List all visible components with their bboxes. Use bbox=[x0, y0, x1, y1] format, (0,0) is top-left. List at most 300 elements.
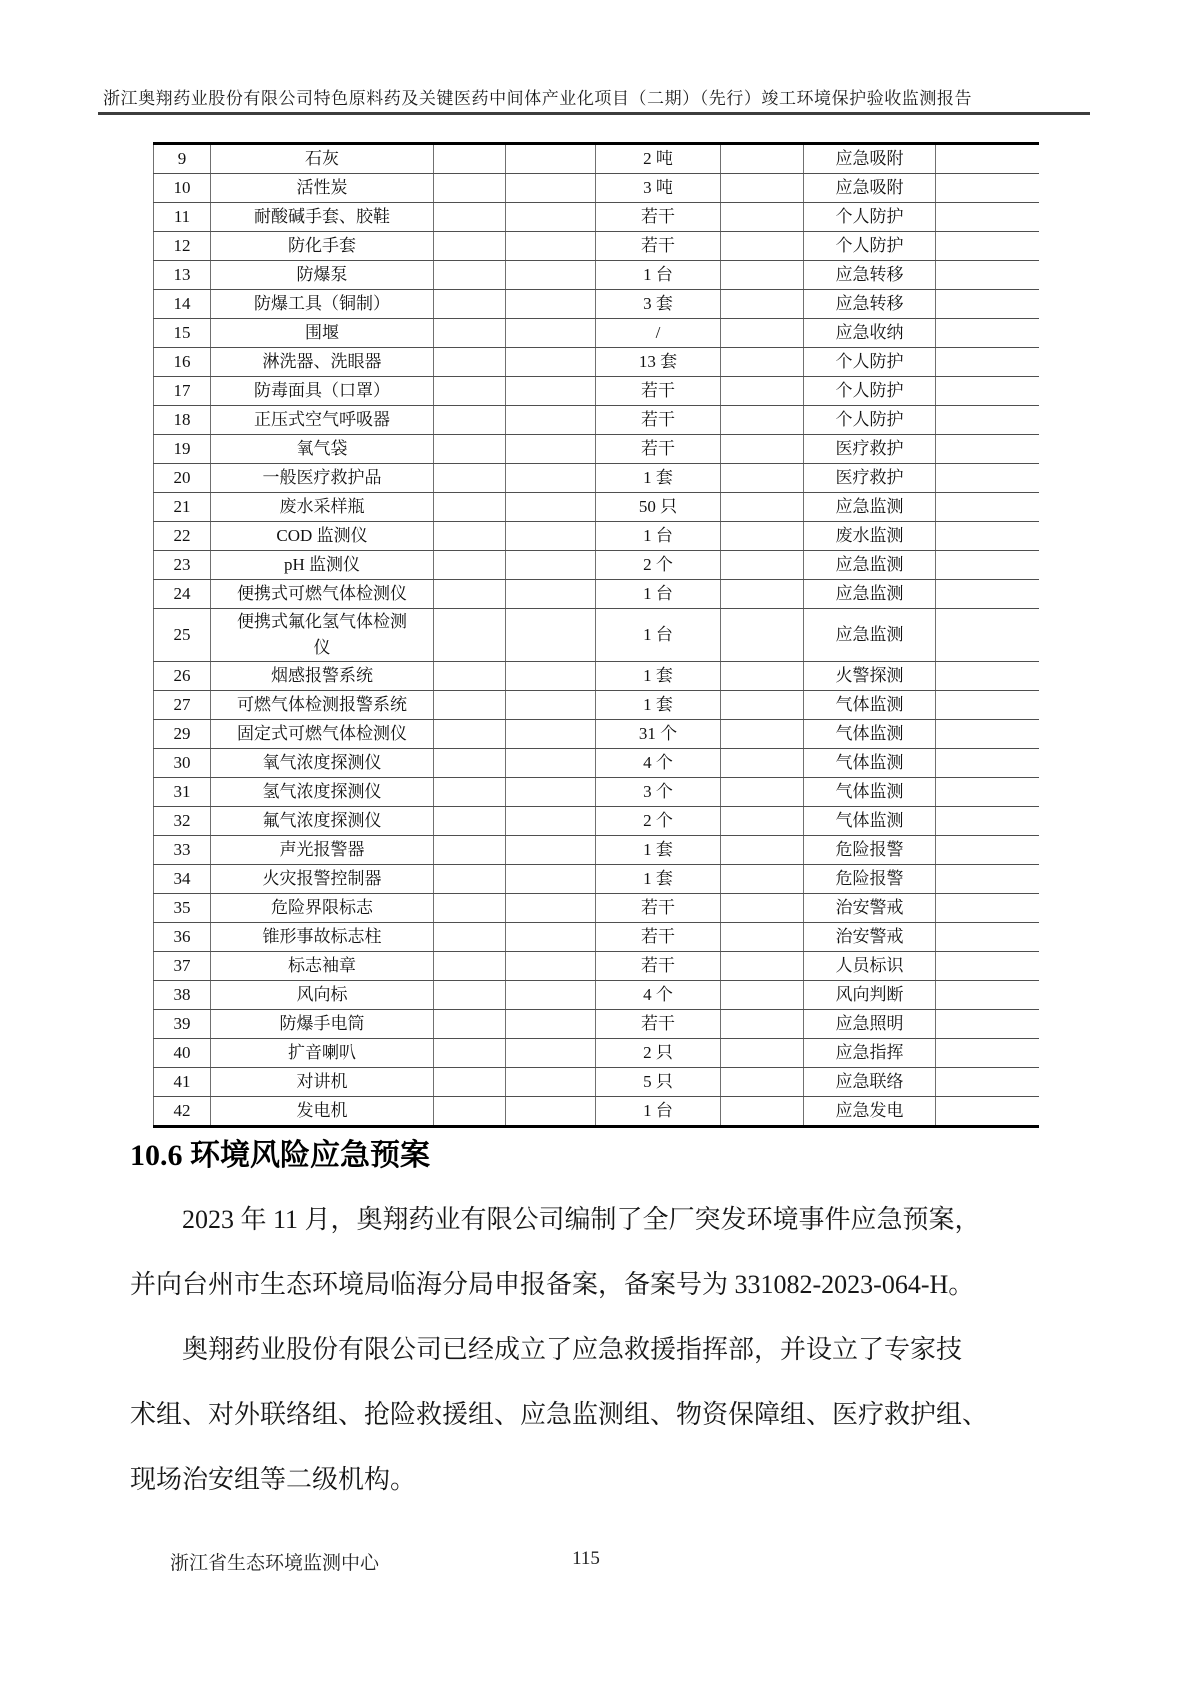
table-row bbox=[154, 720, 1039, 749]
cell-blank-3 bbox=[721, 720, 804, 749]
cell-blank-4 bbox=[936, 464, 1039, 493]
cell-purpose: 个人防护 bbox=[804, 348, 936, 377]
cell-blank-4 bbox=[936, 894, 1039, 923]
cell-purpose: 危险报警 bbox=[804, 865, 936, 894]
cell-no: 37 bbox=[154, 952, 211, 981]
cell-item: 防爆泵 bbox=[211, 261, 434, 290]
cell-blank-4 bbox=[936, 1068, 1039, 1097]
cell-item: 防化手套 bbox=[211, 232, 434, 261]
cell-blank-2 bbox=[506, 691, 596, 720]
table-row bbox=[154, 836, 1039, 865]
cell-blank-3 bbox=[721, 348, 804, 377]
cell-no: 10 bbox=[154, 174, 211, 203]
cell-item: 废水采样瓶 bbox=[211, 493, 434, 522]
cell-blank-3 bbox=[721, 749, 804, 778]
table-row bbox=[154, 1068, 1039, 1097]
cell-no: 34 bbox=[154, 865, 211, 894]
cell-no: 13 bbox=[154, 261, 211, 290]
cell-no: 23 bbox=[154, 551, 211, 580]
cell-blank-2 bbox=[506, 377, 596, 406]
table-row bbox=[154, 778, 1039, 807]
cell-blank-3 bbox=[721, 174, 804, 203]
table-row bbox=[154, 662, 1039, 691]
cell-no: 21 bbox=[154, 493, 211, 522]
cell-blank-2 bbox=[506, 1039, 596, 1068]
cell-item: 防爆工具（铜制） bbox=[211, 290, 434, 319]
table-row bbox=[154, 493, 1039, 522]
cell-no: 14 bbox=[154, 290, 211, 319]
cell-blank-2 bbox=[506, 923, 596, 952]
cell-blank-3 bbox=[721, 261, 804, 290]
cell-blank-1 bbox=[434, 1097, 506, 1127]
table-row bbox=[154, 348, 1039, 377]
cell-blank-2 bbox=[506, 348, 596, 377]
cell-blank-3 bbox=[721, 662, 804, 691]
paragraph-line: 术组、对外联络组、抢险救援组、应急监测组、物资保障组、医疗救护组、 bbox=[130, 1400, 989, 1429]
cell-blank-2 bbox=[506, 720, 596, 749]
cell-blank-3 bbox=[721, 464, 804, 493]
cell-qty: 若干 bbox=[596, 232, 721, 261]
cell-no: 17 bbox=[154, 377, 211, 406]
cell-blank-1 bbox=[434, 232, 506, 261]
cell-item: COD 监测仪 bbox=[211, 522, 434, 551]
cell-purpose: 气体监测 bbox=[804, 720, 936, 749]
cell-blank-1 bbox=[434, 662, 506, 691]
cell-no: 33 bbox=[154, 836, 211, 865]
table-row bbox=[154, 464, 1039, 493]
cell-blank-1 bbox=[434, 836, 506, 865]
cell-blank-1 bbox=[434, 778, 506, 807]
cell-blank-3 bbox=[721, 691, 804, 720]
cell-purpose: 应急监测 bbox=[804, 493, 936, 522]
cell-purpose: 应急指挥 bbox=[804, 1039, 936, 1068]
cell-purpose: 医疗救护 bbox=[804, 464, 936, 493]
cell-qty: 若干 bbox=[596, 406, 721, 435]
section-heading bbox=[130, 1130, 1070, 1174]
cell-blank-4 bbox=[936, 865, 1039, 894]
cell-blank-4 bbox=[936, 493, 1039, 522]
table-row bbox=[154, 261, 1039, 290]
cell-purpose: 个人防护 bbox=[804, 406, 936, 435]
cell-blank-2 bbox=[506, 1097, 596, 1127]
cell-no: 42 bbox=[154, 1097, 211, 1127]
cell-blank-3 bbox=[721, 1010, 804, 1039]
cell-blank-4 bbox=[936, 551, 1039, 580]
cell-blank-1 bbox=[434, 894, 506, 923]
table-row bbox=[154, 952, 1039, 981]
cell-blank-2 bbox=[506, 261, 596, 290]
cell-blank-1 bbox=[434, 203, 506, 232]
cell-item: 淋洗器、洗眼器 bbox=[211, 348, 434, 377]
cell-item: 对讲机 bbox=[211, 1068, 434, 1097]
page-number: 115 bbox=[572, 1548, 600, 1569]
cell-blank-2 bbox=[506, 807, 596, 836]
cell-no: 30 bbox=[154, 749, 211, 778]
cell-purpose: 应急照明 bbox=[804, 1010, 936, 1039]
cell-purpose: 应急联络 bbox=[804, 1068, 936, 1097]
cell-no: 31 bbox=[154, 778, 211, 807]
cell-blank-1 bbox=[434, 435, 506, 464]
cell-purpose: 应急监测 bbox=[804, 551, 936, 580]
cell-blank-2 bbox=[506, 551, 596, 580]
table-row bbox=[154, 1039, 1039, 1068]
cell-qty: 若干 bbox=[596, 377, 721, 406]
cell-blank-2 bbox=[506, 662, 596, 691]
cell-item: 正压式空气呼吸器 bbox=[211, 406, 434, 435]
cell-blank-1 bbox=[434, 174, 506, 203]
cell-qty: 2 只 bbox=[596, 1039, 721, 1068]
cell-no: 32 bbox=[154, 807, 211, 836]
cell-qty: 1 套 bbox=[596, 464, 721, 493]
cell-qty: 3 吨 bbox=[596, 174, 721, 203]
table-row bbox=[154, 609, 1039, 662]
cell-blank-4 bbox=[936, 290, 1039, 319]
cell-purpose: 应急发电 bbox=[804, 1097, 936, 1127]
table-row bbox=[154, 749, 1039, 778]
cell-blank-1 bbox=[434, 952, 506, 981]
equipment-table-body bbox=[154, 144, 1039, 1127]
cell-blank-2 bbox=[506, 952, 596, 981]
table-row bbox=[154, 522, 1039, 551]
cell-blank-2 bbox=[506, 174, 596, 203]
cell-blank-1 bbox=[434, 290, 506, 319]
cell-blank-1 bbox=[434, 319, 506, 348]
cell-purpose: 废水监测 bbox=[804, 522, 936, 551]
cell-item: 氧气浓度探测仪 bbox=[211, 749, 434, 778]
cell-qty: 若干 bbox=[596, 923, 721, 952]
cell-blank-4 bbox=[936, 261, 1039, 290]
cell-purpose: 应急转移 bbox=[804, 261, 936, 290]
cell-purpose: 危险报警 bbox=[804, 836, 936, 865]
cell-blank-2 bbox=[506, 319, 596, 348]
cell-qty: / bbox=[596, 319, 721, 348]
cell-blank-4 bbox=[936, 580, 1039, 609]
cell-blank-4 bbox=[936, 406, 1039, 435]
cell-blank-4 bbox=[936, 232, 1039, 261]
cell-no: 26 bbox=[154, 662, 211, 691]
cell-qty: 4 个 bbox=[596, 981, 721, 1010]
cell-blank-4 bbox=[936, 807, 1039, 836]
cell-blank-1 bbox=[434, 749, 506, 778]
section-title: 环境风险应急预案 bbox=[190, 1139, 430, 1172]
cell-item: 一般医疗救护品 bbox=[211, 464, 434, 493]
cell-purpose: 人员标识 bbox=[804, 952, 936, 981]
table-row bbox=[154, 981, 1039, 1010]
cell-blank-1 bbox=[434, 865, 506, 894]
cell-no: 36 bbox=[154, 923, 211, 952]
cell-blank-4 bbox=[936, 522, 1039, 551]
cell-no: 39 bbox=[154, 1010, 211, 1039]
cell-blank-1 bbox=[434, 144, 506, 174]
cell-purpose: 应急监测 bbox=[804, 609, 936, 662]
cell-purpose: 治安警戒 bbox=[804, 894, 936, 923]
cell-purpose: 应急吸附 bbox=[804, 144, 936, 174]
table-row bbox=[154, 144, 1039, 174]
cell-blank-3 bbox=[721, 580, 804, 609]
cell-blank-3 bbox=[721, 377, 804, 406]
cell-item: 火灾报警控制器 bbox=[211, 865, 434, 894]
cell-blank-4 bbox=[936, 720, 1039, 749]
cell-blank-2 bbox=[506, 406, 596, 435]
cell-blank-3 bbox=[721, 232, 804, 261]
cell-qty: 若干 bbox=[596, 1010, 721, 1039]
table-row bbox=[154, 1010, 1039, 1039]
cell-blank-1 bbox=[434, 348, 506, 377]
cell-qty: 1 套 bbox=[596, 691, 721, 720]
cell-blank-1 bbox=[434, 406, 506, 435]
cell-qty: 13 套 bbox=[596, 348, 721, 377]
cell-no: 27 bbox=[154, 691, 211, 720]
cell-blank-2 bbox=[506, 464, 596, 493]
cell-blank-3 bbox=[721, 290, 804, 319]
cell-no: 35 bbox=[154, 894, 211, 923]
cell-item: 围堰 bbox=[211, 319, 434, 348]
cell-qty: 1 台 bbox=[596, 261, 721, 290]
cell-qty: 2 个 bbox=[596, 807, 721, 836]
cell-qty: 若干 bbox=[596, 435, 721, 464]
cell-blank-2 bbox=[506, 522, 596, 551]
cell-blank-2 bbox=[506, 836, 596, 865]
table-row bbox=[154, 174, 1039, 203]
cell-blank-2 bbox=[506, 1068, 596, 1097]
cell-blank-4 bbox=[936, 662, 1039, 691]
cell-blank-1 bbox=[434, 1068, 506, 1097]
table-row bbox=[154, 551, 1039, 580]
cell-blank-3 bbox=[721, 1097, 804, 1127]
cell-blank-2 bbox=[506, 144, 596, 174]
cell-item: 石灰 bbox=[211, 144, 434, 174]
cell-purpose: 个人防护 bbox=[804, 377, 936, 406]
cell-qty: 1 套 bbox=[596, 662, 721, 691]
cell-blank-3 bbox=[721, 1039, 804, 1068]
cell-blank-4 bbox=[936, 174, 1039, 203]
cell-purpose: 医疗救护 bbox=[804, 435, 936, 464]
cell-item: 声光报警器 bbox=[211, 836, 434, 865]
cell-blank-4 bbox=[936, 1010, 1039, 1039]
table-row bbox=[154, 290, 1039, 319]
cell-purpose: 治安警戒 bbox=[804, 923, 936, 952]
cell-item: 活性炭 bbox=[211, 174, 434, 203]
cell-no: 29 bbox=[154, 720, 211, 749]
cell-qty: 1 台 bbox=[596, 580, 721, 609]
table-row bbox=[154, 691, 1039, 720]
cell-item: 烟感报警系统 bbox=[211, 662, 434, 691]
cell-blank-3 bbox=[721, 1068, 804, 1097]
cell-blank-4 bbox=[936, 377, 1039, 406]
cell-blank-1 bbox=[434, 1010, 506, 1039]
cell-item: 危险界限标志 bbox=[211, 894, 434, 923]
cell-purpose: 气体监测 bbox=[804, 749, 936, 778]
table-row bbox=[154, 580, 1039, 609]
cell-blank-2 bbox=[506, 981, 596, 1010]
cell-item: 便携式氟化氢气体检测仪 bbox=[211, 609, 434, 662]
cell-purpose: 应急收纳 bbox=[804, 319, 936, 348]
cell-no: 12 bbox=[154, 232, 211, 261]
cell-qty: 5 只 bbox=[596, 1068, 721, 1097]
cell-item: 耐酸碱手套、胶鞋 bbox=[211, 203, 434, 232]
cell-blank-3 bbox=[721, 493, 804, 522]
cell-no: 22 bbox=[154, 522, 211, 551]
cell-blank-2 bbox=[506, 1010, 596, 1039]
cell-item: 可燃气体检测报警系统 bbox=[211, 691, 434, 720]
cell-purpose: 气体监测 bbox=[804, 691, 936, 720]
cell-blank-2 bbox=[506, 435, 596, 464]
cell-qty: 50 只 bbox=[596, 493, 721, 522]
cell-blank-1 bbox=[434, 609, 506, 662]
cell-blank-2 bbox=[506, 778, 596, 807]
cell-blank-4 bbox=[936, 609, 1039, 662]
cell-no: 15 bbox=[154, 319, 211, 348]
cell-blank-1 bbox=[434, 720, 506, 749]
footer-org: 浙江省生态环境监测中心 bbox=[170, 1553, 380, 1574]
cell-item: 氢气浓度探测仪 bbox=[211, 778, 434, 807]
cell-no: 16 bbox=[154, 348, 211, 377]
cell-blank-1 bbox=[434, 522, 506, 551]
header-rule bbox=[98, 112, 1090, 115]
cell-blank-4 bbox=[936, 691, 1039, 720]
cell-no: 41 bbox=[154, 1068, 211, 1097]
cell-qty: 若干 bbox=[596, 952, 721, 981]
cell-no: 9 bbox=[154, 144, 211, 174]
cell-blank-3 bbox=[721, 406, 804, 435]
cell-blank-1 bbox=[434, 261, 506, 290]
cell-qty: 1 台 bbox=[596, 522, 721, 551]
body-text bbox=[130, 1187, 1062, 1512]
table-row bbox=[154, 406, 1039, 435]
cell-no: 24 bbox=[154, 580, 211, 609]
cell-blank-2 bbox=[506, 580, 596, 609]
cell-item: 防毒面具（口罩） bbox=[211, 377, 434, 406]
cell-blank-1 bbox=[434, 580, 506, 609]
cell-qty: 31 个 bbox=[596, 720, 721, 749]
cell-item: 固定式可燃气体检测仪 bbox=[211, 720, 434, 749]
table-row bbox=[154, 319, 1039, 348]
cell-qty: 1 套 bbox=[596, 836, 721, 865]
cell-blank-3 bbox=[721, 319, 804, 348]
cell-no: 11 bbox=[154, 203, 211, 232]
cell-no: 20 bbox=[154, 464, 211, 493]
cell-blank-1 bbox=[434, 807, 506, 836]
cell-qty: 若干 bbox=[596, 203, 721, 232]
cell-blank-1 bbox=[434, 691, 506, 720]
table-row bbox=[154, 923, 1039, 952]
cell-blank-4 bbox=[936, 981, 1039, 1010]
cell-purpose: 风向判断 bbox=[804, 981, 936, 1010]
cell-blank-4 bbox=[936, 749, 1039, 778]
cell-blank-3 bbox=[721, 836, 804, 865]
cell-item: 标志袖章 bbox=[211, 952, 434, 981]
cell-blank-3 bbox=[721, 923, 804, 952]
cell-purpose: 应急监测 bbox=[804, 580, 936, 609]
cell-blank-2 bbox=[506, 203, 596, 232]
cell-blank-1 bbox=[434, 1039, 506, 1068]
cell-qty: 2 吨 bbox=[596, 144, 721, 174]
cell-item: 氟气浓度探测仪 bbox=[211, 807, 434, 836]
cell-qty: 2 个 bbox=[596, 551, 721, 580]
cell-qty: 1 台 bbox=[596, 609, 721, 662]
table-row bbox=[154, 865, 1039, 894]
cell-item: 扩音喇叭 bbox=[211, 1039, 434, 1068]
paragraph-line: 并向台州市生态环境局临海分局申报备案，备案号为 331082-2023-064-H。 bbox=[130, 1270, 975, 1299]
cell-no: 38 bbox=[154, 981, 211, 1010]
cell-no: 40 bbox=[154, 1039, 211, 1068]
cell-blank-3 bbox=[721, 865, 804, 894]
equipment-table bbox=[153, 142, 1039, 1128]
cell-blank-2 bbox=[506, 609, 596, 662]
cell-blank-2 bbox=[506, 894, 596, 923]
cell-blank-3 bbox=[721, 522, 804, 551]
cell-purpose: 火警探测 bbox=[804, 662, 936, 691]
cell-purpose: 气体监测 bbox=[804, 778, 936, 807]
cell-blank-2 bbox=[506, 865, 596, 894]
cell-item: 防爆手电筒 bbox=[211, 1010, 434, 1039]
cell-purpose: 应急吸附 bbox=[804, 174, 936, 203]
cell-no: 19 bbox=[154, 435, 211, 464]
cell-blank-4 bbox=[936, 836, 1039, 865]
cell-blank-1 bbox=[434, 551, 506, 580]
cell-no: 25 bbox=[154, 609, 211, 662]
table-row bbox=[154, 1097, 1039, 1127]
cell-purpose: 个人防护 bbox=[804, 203, 936, 232]
cell-blank-1 bbox=[434, 493, 506, 522]
cell-blank-3 bbox=[721, 609, 804, 662]
paragraph-line: 奥翔药业股份有限公司已经成立了应急救援指挥部，并设立了专家技 bbox=[182, 1335, 963, 1364]
cell-purpose: 个人防护 bbox=[804, 232, 936, 261]
cell-blank-3 bbox=[721, 144, 804, 174]
paragraph-line: 现场治安组等二级机构。 bbox=[130, 1465, 417, 1494]
paragraph-line: 2023 年 11 月，奥翔药业有限公司编制了全厂突发环境事件应急预案， bbox=[182, 1205, 981, 1234]
table-row bbox=[154, 377, 1039, 406]
table-row bbox=[154, 435, 1039, 464]
cell-blank-4 bbox=[936, 778, 1039, 807]
cell-blank-3 bbox=[721, 551, 804, 580]
cell-purpose: 应急转移 bbox=[804, 290, 936, 319]
cell-blank-3 bbox=[721, 435, 804, 464]
cell-blank-2 bbox=[506, 290, 596, 319]
cell-purpose: 气体监测 bbox=[804, 807, 936, 836]
cell-blank-4 bbox=[936, 144, 1039, 174]
cell-blank-1 bbox=[434, 377, 506, 406]
cell-blank-4 bbox=[936, 319, 1039, 348]
table-row bbox=[154, 807, 1039, 836]
cell-blank-4 bbox=[936, 348, 1039, 377]
cell-item: 锥形事故标志柱 bbox=[211, 923, 434, 952]
table-row bbox=[154, 894, 1039, 923]
cell-blank-3 bbox=[721, 981, 804, 1010]
cell-item: 发电机 bbox=[211, 1097, 434, 1127]
cell-blank-3 bbox=[721, 894, 804, 923]
cell-blank-4 bbox=[936, 1039, 1039, 1068]
cell-item: pH 监测仪 bbox=[211, 551, 434, 580]
cell-blank-4 bbox=[936, 952, 1039, 981]
cell-blank-4 bbox=[936, 203, 1039, 232]
cell-blank-3 bbox=[721, 952, 804, 981]
cell-qty: 3 个 bbox=[596, 778, 721, 807]
cell-no: 18 bbox=[154, 406, 211, 435]
cell-blank-3 bbox=[721, 203, 804, 232]
cell-blank-2 bbox=[506, 232, 596, 261]
report-header-title: 浙江奥翔药业股份有限公司特色原料药及关键医药中间体产业化项目（二期）（先行）竣工环境保护验收监测报告 bbox=[103, 89, 972, 108]
cell-qty: 若干 bbox=[596, 894, 721, 923]
cell-blank-1 bbox=[434, 981, 506, 1010]
cell-blank-2 bbox=[506, 493, 596, 522]
cell-item: 风向标 bbox=[211, 981, 434, 1010]
cell-blank-3 bbox=[721, 778, 804, 807]
table-row bbox=[154, 232, 1039, 261]
cell-item: 氧气袋 bbox=[211, 435, 434, 464]
cell-qty: 3 套 bbox=[596, 290, 721, 319]
cell-qty: 1 台 bbox=[596, 1097, 721, 1127]
